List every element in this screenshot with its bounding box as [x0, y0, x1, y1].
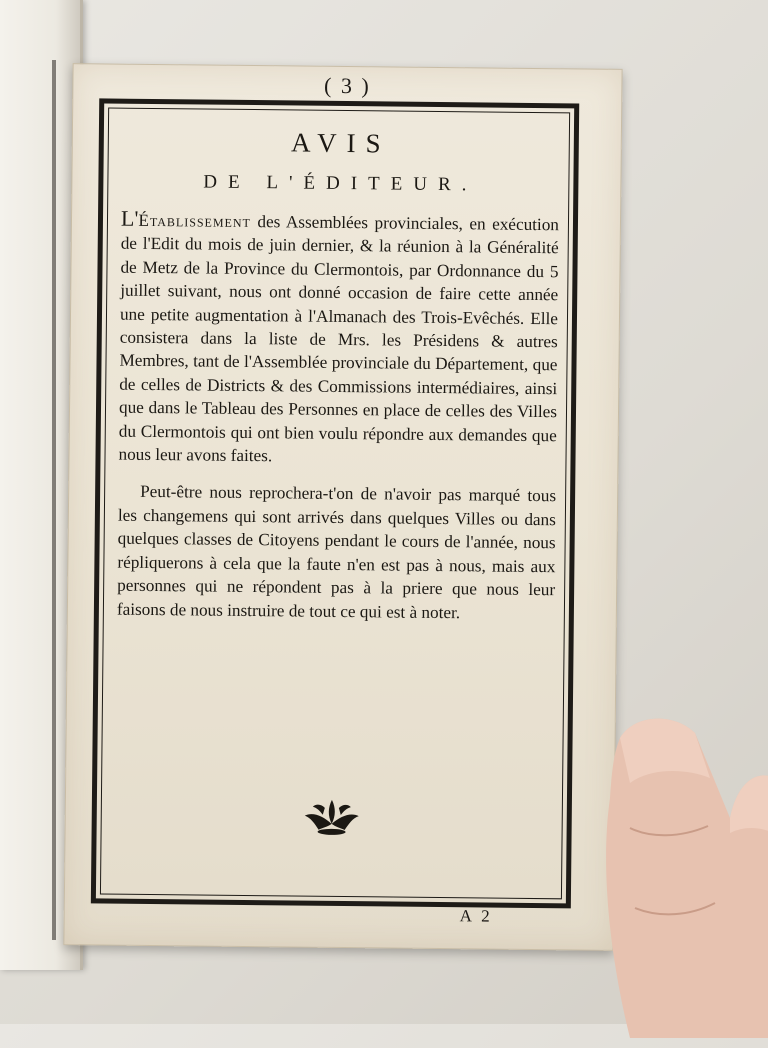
page-border-frame: [91, 98, 579, 908]
paragraph-2: Peut-être nous reprochera-t'on de n'avoir pas marqué tous les changemens qui sont arrivés dans quelques Villes ou dans quelques classes de Citoyens pendant le cours de l'année, nous répliquerons à cela que la faute n'en est pas à nous, mais aux personnes qui ne répondent pas à la priere que nous leur faisons de nous instruire de tout ce qui est à noter.: [116, 482, 557, 622]
page-subtitle: DE L'ÉDITEUR.: [203, 171, 478, 196]
holding-hand-icon: [590, 708, 768, 1048]
left-page-border-line: [52, 60, 56, 940]
page-title: AVIS: [290, 127, 391, 159]
paragraph-1-lead: Établissement: [138, 210, 252, 232]
signature-mark: A 2: [459, 906, 493, 926]
page-content: [117, 126, 560, 625]
drop-cap: L': [120, 205, 139, 231]
book-page: [63, 63, 622, 951]
fleuron-ornament-icon: [96, 791, 566, 845]
paragraph-1-text: des Assemblées provinciales, en exécution de l'Edit du mois de juin dernier, & la réunion à la Généralité de Metz de la Province du Clermontois, par Ordonnance du 5 juillet suivant, nous ont donné occasion de faire cette année une petite augmentation à l'Almanach des Trois-Evêchés. Elle consistera dans la liste de Mrs. les Présidens & autres Membres, tant de l'Assemblée provinciale du Département, que de celles de Districts & des Commissions intermédiaires, ainsi que dans le Tableau des Personnes en place de celles des Villes du Clermontois qui ont bien voulu répondre aux demandes que nous leur avons faites.: [118, 212, 560, 466]
paragraph-1: [118, 207, 559, 471]
page-number: ( 3 ): [323, 72, 371, 99]
